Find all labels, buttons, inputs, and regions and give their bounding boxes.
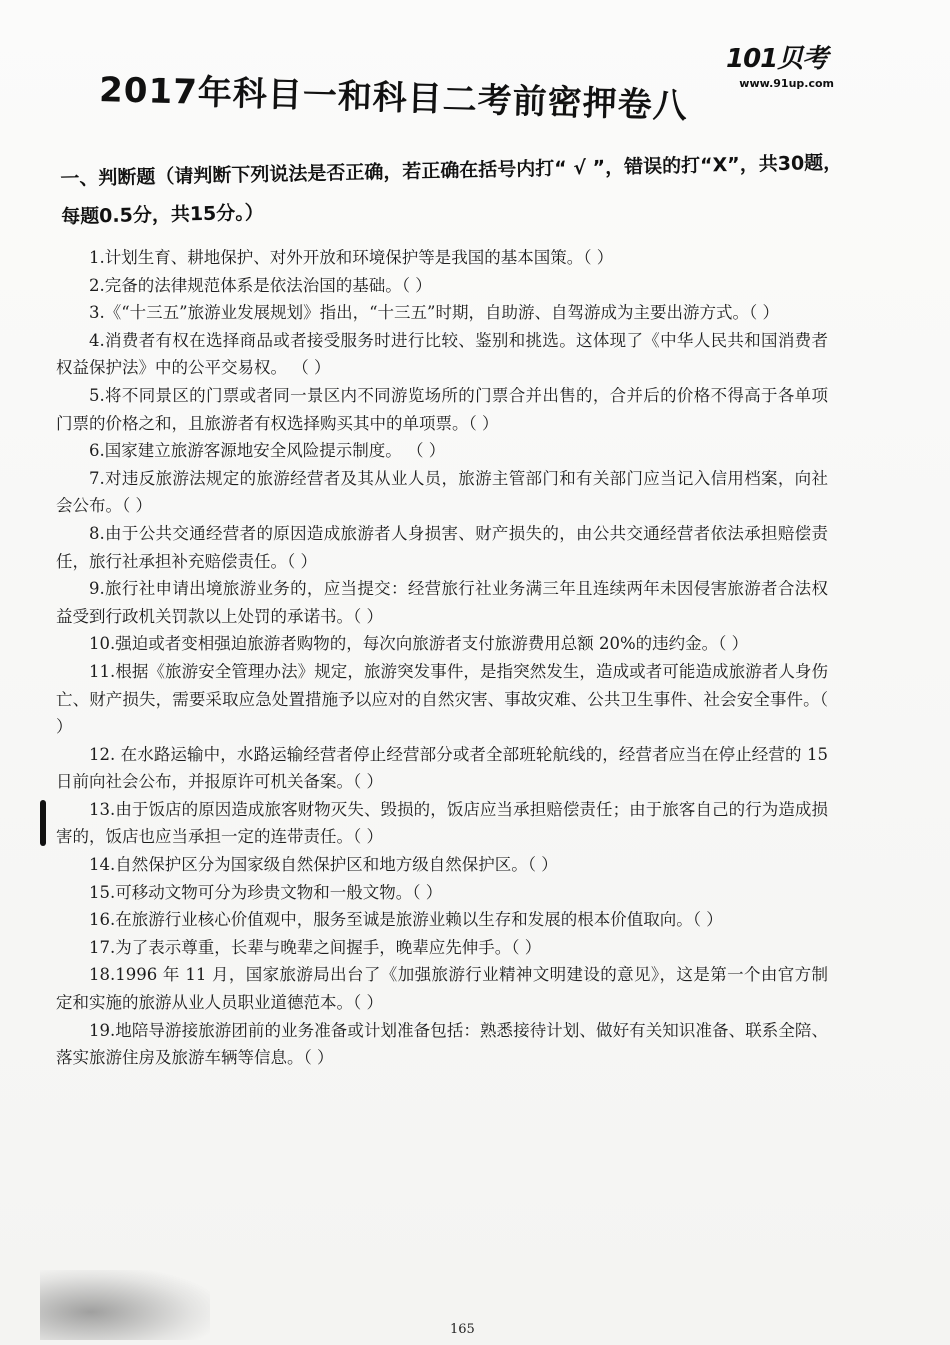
logo-url: www.91up.com	[739, 77, 834, 90]
page-number: 165	[450, 1322, 475, 1337]
question-item: 6.国家建立旅游客源地安全风险提示制度。 （ ）	[89, 441, 446, 461]
question-item: 14.自然保护区分为国家级自然保护区和地方级自然保护区。（ ）	[89, 855, 558, 875]
question-list	[56, 244, 828, 1072]
section-heading: 一、判断题（请判断下列说法是否正确，若正确在括号内打“ √ ”，错误的打“X”，共30题，每题0.5分，共15分。）	[60, 151, 843, 228]
question-item: 16.在旅游行业核心价值观中，服务至诚是旅游业赖以生存和发展的根本价值取向。（ ）	[89, 910, 723, 930]
question-item: 15.可移动文物可分为珍贵文物和一般文物。（ ）	[89, 882, 443, 902]
question-item: 18.1996 年 11 月，国家旅游局出台了《加强旅游行业精神文明建设的意见》，这是第一个由官方制定和实施的旅游从业人员职业道德范本。（ ）	[56, 965, 828, 1013]
logo-mark: 101贝考	[726, 44, 828, 74]
question-item: 9.旅行社申请出境旅游业务的，应当提交：经营旅行社业务满三年且连续两年未因侵害旅游者合法权益受到行政机关罚款以上处罚的承诺书。（ ）	[56, 579, 828, 626]
question-item: 2.完备的法律规范体系是依法治国的基础。（ ）	[89, 275, 432, 295]
question-item: 5.将不同景区的门票或者同一景区内不同游览场所的门票合并出售的，合并后的价格不得高于各单项门票的价格之和，且旅游者有权选择购买其中的单项票。（ ）	[56, 385, 828, 433]
question-item: 3.《“十三五”旅游业发展规划》指出，“十三五”时期，自助游、自驾游成为主要出游方式。（ ）	[89, 303, 779, 323]
question-item: 11.根据《旅游安全管理办法》规定，旅游突发事件，是指突然发生，造成或者可能造成旅游者人身伤亡、财产损失，需要采取应急处置措施予以应对的自然灾害、事故灾难、公共卫生事件、社会安全事件。（ ）	[56, 661, 828, 737]
question-item: 1.计划生育、耕地保护、对外开放和环境保护等是我国的基本国策。（ ）	[89, 248, 614, 267]
question-item: 8.由于公共交通经营者的原因造成旅游者人身损害、财产损失的，由公共交通经营者依法承担赔偿责任，旅行社承担补充赔偿责任。（ ）	[56, 523, 828, 571]
question-item: 17.为了表示尊重，长辈与晚辈之间握手，晚辈应先伸手。（ ）	[89, 937, 542, 957]
question-item: 12. 在水路运输中，水路运输经营者停止经营部分或者全部班轮航线的，经营者应当在停止经营的 15 日前向社会公布，并报原许可机关备案。（ ）	[56, 744, 828, 792]
question-item: 13.由于饭店的原因造成旅客财物灭失、毁损的，饭店应当承担赔偿责任；由于旅客自己的行为造成损害的，饭店也应当承担一定的连带责任。（ ）	[56, 799, 828, 847]
question-item: 7.对违反旅游法规定的旅游经营者及其从业人员，旅游主管部门和有关部门应当记入信用档案，向社会公布。（ ）	[56, 468, 828, 516]
scan-edge-mark	[40, 800, 46, 846]
scan-smudge	[40, 1270, 210, 1340]
question-item: 10.强迫或者变相强迫旅游者购物的，每次向旅游者支付旅游费用总额 20%的违约金。（ ）	[89, 634, 749, 654]
question-item: 4.消费者有权在选择商品或者接受服务时进行比较、鉴别和挑选。这体现了《中华人民共和国消费者权益保护法》中的公平交易权。 （ ）	[56, 330, 828, 378]
question-item: 19.地陪导游接旅游团前的业务准备或计划准备包括：熟悉接待计划、做好有关知识准备、联系全陪、落实旅游住房及旅游车辆等信息。（ ）	[56, 1020, 828, 1068]
page-title: 2017年科目一和科目二考前密押卷八	[98, 69, 689, 127]
